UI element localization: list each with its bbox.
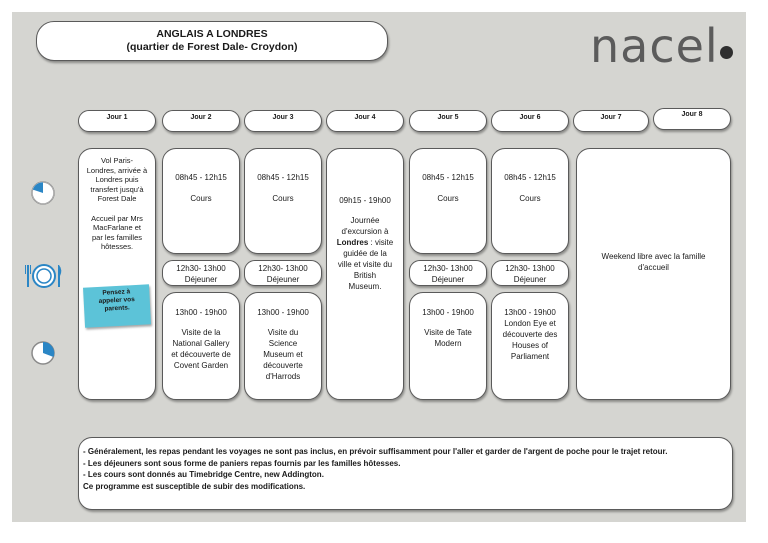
day-1-text: transfert jusqu'à [90, 184, 144, 194]
excursion-time: 09h15 - 19h00 [339, 196, 391, 205]
afternoon-text: Science [268, 339, 298, 348]
title-line-2: (quartier de Forest Dale- Croydon) [126, 41, 298, 53]
day-1-text: Forest Dale [97, 194, 137, 203]
day-header-5: Jour 5 [409, 110, 487, 132]
day-5-afternoon [409, 292, 487, 400]
afternoon-text: Covent Garden [173, 361, 229, 370]
morning-label: Cours [190, 194, 212, 203]
reminder-text: Pensez à [102, 288, 131, 297]
note-line: - Les déjeuners sont sous forme de paniers repas fournis par les familles hôtesses. [83, 458, 401, 468]
nacel-logo: nacel [590, 19, 719, 73]
day-3-afternoon [244, 292, 322, 400]
day-header-7: Jour 7 [573, 110, 649, 132]
day-1-text: Vol Paris- [100, 156, 134, 165]
day-header-3: Jour 3 [244, 110, 322, 132]
day-2-morning [162, 148, 240, 254]
day-1-accueil: hôtesses. [100, 242, 134, 251]
excursion-text: guidée de la [343, 249, 387, 258]
reminder-text: parents. [104, 304, 130, 313]
note-line: - Les cours sont donnés au Timebridge Centre, new Addington. [83, 470, 324, 479]
day-header-2: Jour 2 [162, 110, 240, 132]
day-2-afternoon [162, 292, 240, 400]
weekend-text: Weekend libre avec la famille [601, 252, 706, 261]
excursion-london: Londres [336, 238, 369, 247]
morning-time: 08h45 - 12h15 [175, 173, 227, 182]
day-header-8: Jour 8 [653, 108, 731, 130]
lunch-time: 12h30- 13h00 [176, 264, 226, 273]
weekend-text: d'accueil [638, 263, 669, 272]
afternoon-text: Visite de Tate [424, 328, 472, 337]
excursion-text: d'excursion à [341, 227, 389, 236]
title-line-1: ANGLAIS A LONDRES [156, 28, 268, 40]
day-6-lunch [491, 260, 569, 286]
day-1-card [78, 148, 156, 400]
reminder-text: appeler vos [98, 296, 135, 305]
day-header-6: Jour 6 [491, 110, 569, 132]
notes-box [78, 437, 733, 510]
excursion-text: Journée [350, 216, 380, 225]
lunch-label: Déjeuner [513, 275, 547, 284]
day-1-accueil: par les familles [91, 232, 143, 242]
afternoon-text: Modern [434, 339, 462, 348]
day-header-1: Jour 1 [78, 110, 156, 132]
afternoon-time: 13h00 - 19h00 [504, 308, 556, 317]
excursion-text: : visite [368, 238, 394, 247]
day-5-morning [409, 148, 487, 254]
day-4-card [326, 148, 404, 400]
day-5-lunch [409, 260, 487, 286]
afternoon-text: découverte des [502, 330, 558, 339]
lunch-label: Déjeuner [184, 275, 218, 284]
day-1-text: Londres puis [95, 175, 139, 184]
afternoon-time: 13h00 - 19h00 [422, 308, 474, 317]
lunch-time: 12h30- 13h00 [258, 264, 308, 273]
afternoon-text: d'Harrods [265, 372, 301, 381]
afternoon-time: 13h00 - 19h00 [175, 308, 227, 317]
afternoon-text: découverte [263, 361, 303, 370]
afternoon-text: Visite de la [181, 328, 221, 337]
day-2-lunch [162, 260, 240, 286]
afternoon-text: National Gallery [172, 339, 230, 348]
clock-morning-icon [30, 180, 56, 206]
plate-cutlery-icon [22, 262, 66, 290]
afternoon-time: 13h00 - 19h00 [257, 308, 309, 317]
morning-time: 08h45 - 12h15 [257, 173, 309, 182]
day-1-accueil: Accueil par Mrs [91, 213, 143, 223]
lunch-label: Déjeuner [266, 275, 300, 284]
day-1-text: Londres, arrivée à [86, 165, 148, 175]
morning-label: Cours [272, 194, 294, 203]
afternoon-text: et découverte de [171, 350, 231, 359]
day-header-4: Jour 4 [326, 110, 404, 132]
day-3-lunch [244, 260, 322, 286]
afternoon-text: Visite du [267, 328, 299, 337]
note-line: Ce programme est susceptible de subir des modifications. [83, 481, 306, 491]
morning-label: Cours [519, 194, 541, 203]
lunch-time: 12h30- 13h00 [505, 264, 555, 273]
clock-afternoon-icon [30, 340, 56, 366]
reminder-note [83, 284, 151, 327]
day-6-morning [491, 148, 569, 254]
afternoon-text: Houses of [511, 341, 549, 350]
day-3-morning [244, 148, 322, 254]
day-6-afternoon [491, 292, 569, 400]
lunch-time: 12h30- 13h00 [423, 264, 473, 273]
day-1-accueil: MacFarlane et [93, 223, 141, 232]
logo-dot [720, 46, 733, 59]
morning-label: Cours [437, 194, 459, 203]
note-line: - Généralement, les repas pendant les voyages ne sont pas inclus, en prévoir suffisamment pour l'aller et garder de l'argent de poche pour le trajet retour. [83, 447, 668, 456]
lunch-label: Déjeuner [431, 275, 465, 284]
page-title [36, 21, 388, 61]
afternoon-text: Museum et [263, 350, 303, 359]
afternoon-text: Parliament [510, 352, 550, 361]
morning-time: 08h45 - 12h15 [504, 173, 556, 182]
excursion-text: ville et visite du [337, 260, 393, 269]
excursion-text: Museum. [348, 282, 382, 291]
excursion-text: British [353, 271, 377, 280]
weekend-card [576, 148, 731, 400]
afternoon-text: London Eye et [504, 319, 556, 328]
morning-time: 08h45 - 12h15 [422, 173, 474, 182]
